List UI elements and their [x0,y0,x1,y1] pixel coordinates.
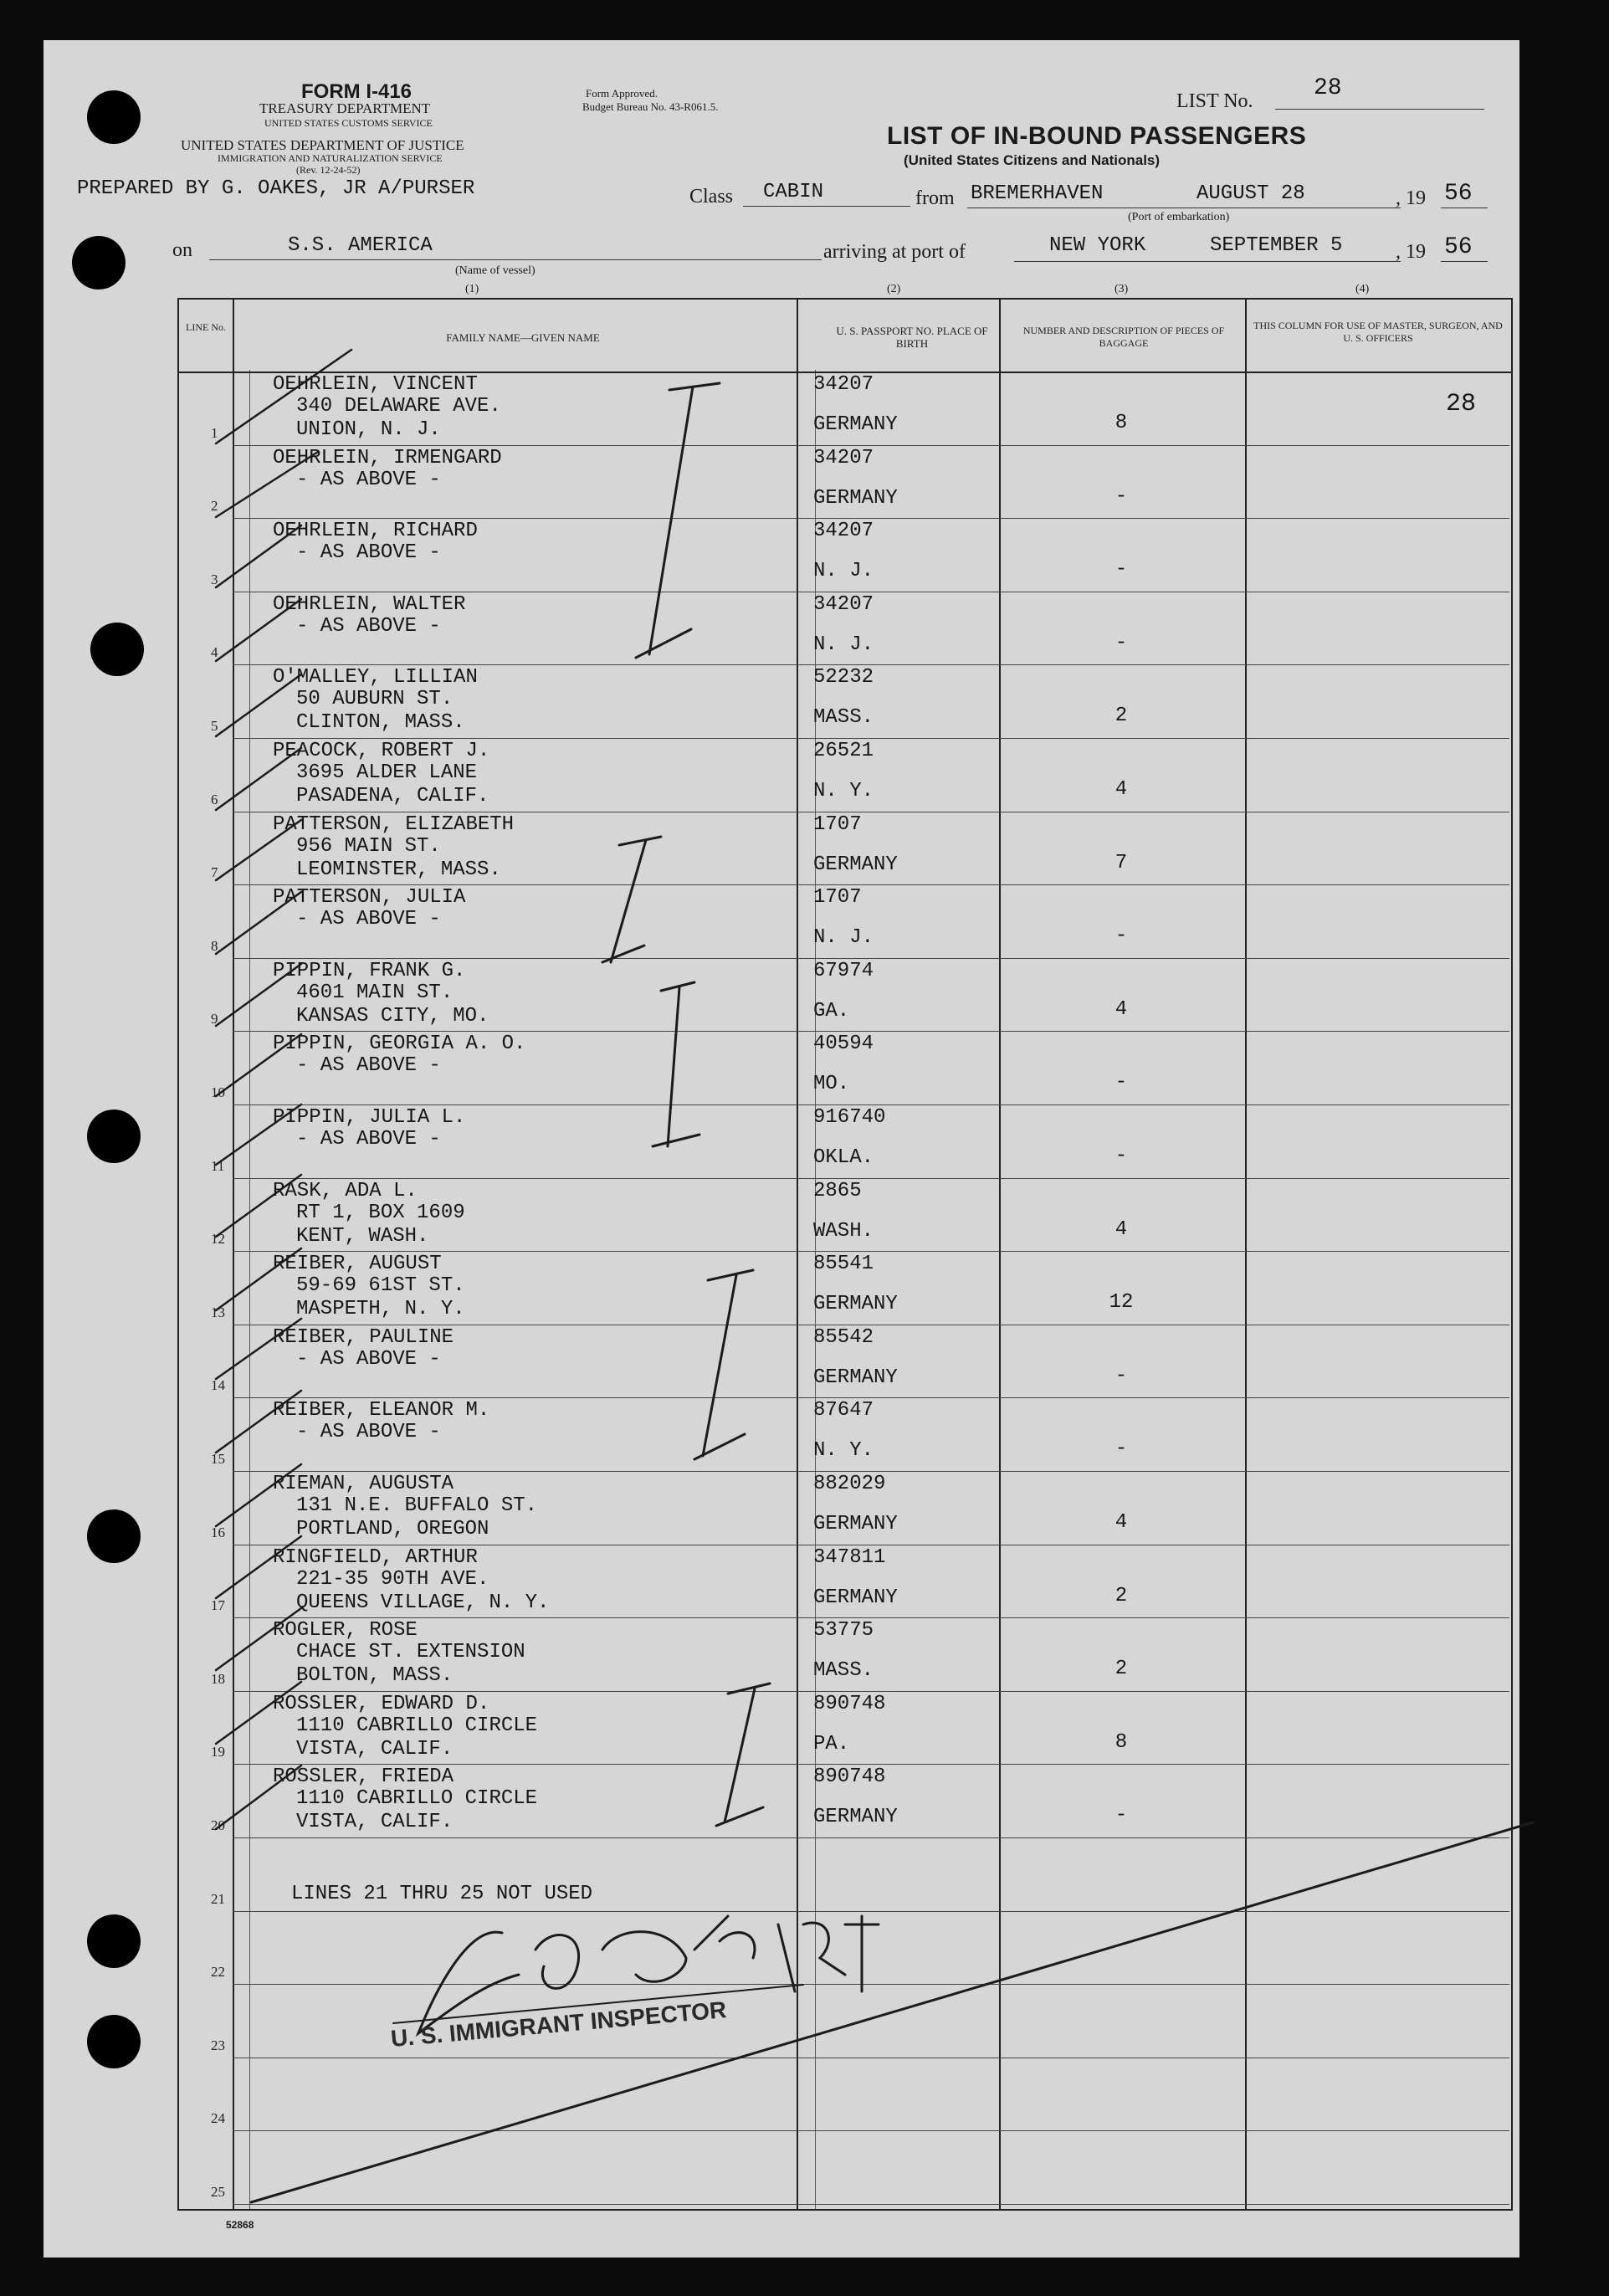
passenger-address-2: LEOMINSTER, MASS. [296,858,501,881]
passenger-address-2: MASPETH, N. Y. [296,1298,465,1321]
passenger-address-2: VISTA, CALIF. [296,1811,453,1834]
customs-label: UNITED STATES CUSTOMS SERVICE [264,117,433,129]
line-number: 10 [211,1084,225,1100]
place-of-birth: GERMANY [813,853,898,876]
passport-number: 890748 [813,1766,886,1789]
passport-number: 87647 [813,1399,874,1422]
passenger-address-1: RT 1, BOX 1609 [296,1201,465,1224]
row-separator [233,2130,1509,2131]
col-num-1: (1) [465,283,479,295]
place-of-birth: MASS. [813,706,874,730]
passenger-address-1: 221-35 90TH AVE. [296,1567,489,1591]
binder-hole-2 [72,236,126,290]
col-num-3: (3) [1115,283,1129,295]
passenger-address-1: - AS ABOVE - [296,908,441,931]
line-number: 12 [211,1231,225,1248]
baggage-count: - [1115,631,1128,654]
form-approved: Form Approved. [586,87,658,100]
place-of-birth: MO. [813,1073,850,1096]
passport-number: 2865 [813,1179,862,1202]
passenger-address-1: - AS ABOVE - [296,1128,441,1151]
arrival-date: SEPTEMBER 5 [1210,234,1343,257]
passenger-address-1: - AS ABOVE - [296,614,441,638]
stamp-text: U. S. IMMIGRANT INSPECTOR [389,1996,728,2052]
baggage-count: 12 [1109,1291,1134,1315]
budget-bureau: Budget Bureau No. 43-R061.5. [582,100,719,113]
baggage-count: 7 [1115,851,1128,874]
passenger-address-2: UNION, N. J. [296,418,441,441]
place-of-birth: N. Y. [813,780,874,802]
place-of-birth: N. J. [813,633,874,656]
passenger-name: RIEMAN, AUGUSTA [273,1473,454,1495]
arrival-year: 56 [1444,234,1473,260]
col-header-passport: U. S. PASSPORT NO. PLACE OF BIRTH [836,325,988,350]
place-of-birth: WASH. [813,1219,874,1243]
place-of-birth: GERMANY [813,486,898,510]
line-number: 9 [211,1011,218,1028]
form-number: FORM I-416 [301,80,412,103]
col-header-name: FAMILY NAME—GIVEN NAME [446,331,600,344]
passenger-address-1: - AS ABOVE - [296,1054,441,1078]
from-label: from [915,187,955,209]
form-subtitle: (United States Citizens and Nationals) [904,152,1161,168]
line-number: 25 [211,2184,225,2200]
col-header-officers: THIS COLUMN FOR USE OF MASTER, SURGEON, AND U. S. OFFICERS [1253,320,1503,344]
vessel-name: S.S. AMERICA [288,234,433,257]
passenger-address-2: BOLTON, MASS. [296,1664,453,1688]
passport-number: 1707 [813,886,862,910]
passenger-address-2: KENT, WASH. [296,1224,429,1248]
baggage-count: 8 [1115,1730,1128,1754]
baggage-count: - [1115,925,1128,948]
passport-number: 85541 [813,1253,874,1276]
row-separator [233,518,1509,519]
row-separator [233,958,1509,959]
baggage-count: - [1115,1438,1128,1461]
baggage-count: 2 [1115,705,1128,728]
row-separator [233,1104,1509,1105]
place-of-birth: GERMANY [813,413,898,436]
passenger-address-1: 340 DELAWARE AVE. [296,395,501,418]
passenger-address-2: KANSAS CITY, MO. [296,1004,489,1028]
place-of-birth: GERMANY [813,1586,898,1609]
baggage-count: - [1115,484,1128,508]
col-header-line-no: LINE No. [186,321,226,333]
class-label: Class [689,186,734,208]
passenger-address-1: 956 MAIN ST. [296,834,441,858]
arriving-label: arriving at port of [823,241,966,263]
passenger-name: PATTERSON, ELIZABETH [273,812,515,836]
from-port: BREMERHAVEN [971,182,1104,205]
passenger-address-1: 3695 ALDER LANE [296,761,478,784]
passenger-address-1: - AS ABOVE - [296,1421,441,1444]
passenger-address-1: 59-69 61ST ST. [296,1274,465,1298]
form-title: LIST OF IN-BOUND PASSENGERS [887,122,1307,150]
line-number: 2 [211,498,218,515]
row-separator [233,1691,1509,1692]
line-number: 18 [211,1670,225,1687]
rev-label: (Rev. 12-24-52) [296,164,361,176]
place-of-birth: GERMANY [813,1806,898,1829]
col-num-4: (4) [1355,283,1370,295]
passport-number: 26521 [813,740,874,762]
passenger-address-1: - AS ABOVE - [296,468,441,491]
justice-label: UNITED STATES DEPARTMENT OF JUSTICE [181,137,464,153]
passport-number: 40594 [813,1033,874,1056]
row-separator [233,1178,1509,1179]
passport-number: 53775 [813,1619,874,1643]
passenger-address-1: CHACE ST. EXTENSION [296,1641,525,1664]
baggage-count: 4 [1115,778,1128,801]
list-no-value: 28 [1314,75,1342,101]
binder-hole-7 [87,2015,141,2068]
line-number: 22 [211,1964,225,1981]
from-date: AUGUST 28 [1197,182,1305,205]
binder-hole-1 [87,90,141,144]
line-number: 15 [211,1451,225,1467]
line-number: 1 [211,424,218,441]
passport-number: 34207 [813,373,874,396]
col-header-baggage: NUMBER AND DESCRIPTION OF PIECES OF BAGGAGE [1022,325,1225,349]
passenger-name: PATTERSON, JULIA [273,886,466,910]
baggage-count: 2 [1115,1584,1128,1607]
passenger-name: O'MALLEY, LILLIAN [273,666,478,689]
from-year: 56 [1444,181,1473,207]
passenger-name: REIBER, PAULINE [273,1325,454,1349]
passenger-address-1: - AS ABOVE - [296,541,441,565]
row-separator [233,1911,1509,1912]
officer-note: 28 [1446,390,1477,418]
line-number: 5 [211,718,218,734]
on-label: on [172,239,192,261]
row-separator [233,1984,1509,1985]
line-number: 7 [211,864,218,881]
place-of-birth: GA. [813,999,850,1022]
passport-number: 882029 [813,1473,886,1495]
passenger-name: PEACOCK, ROBERT J. [273,740,490,762]
list-no-label: LIST No. [1176,90,1253,112]
line-number: 14 [211,1377,225,1394]
passenger-address-1: 50 AUBURN ST. [296,688,453,711]
line-number: 17 [211,1597,225,1614]
passport-number: 1707 [813,812,862,836]
baggage-count: 2 [1115,1658,1128,1681]
col-num-2: (2) [887,283,901,295]
passport-number: 85542 [813,1325,874,1349]
passenger-name: OEHRLEIN, IRMENGARD [273,446,502,469]
line-number: 24 [211,2110,225,2127]
binder-hole-6 [87,1914,141,1968]
place-of-birth: N. J. [813,560,874,583]
arrival-port: NEW YORK [1049,234,1146,257]
baggage-count: - [1115,558,1128,582]
passenger-name: RASK, ADA L. [273,1179,418,1202]
passenger-name: REIBER, ELEANOR M. [273,1399,490,1422]
row-separator [233,1251,1509,1252]
passenger-address-2: VISTA, CALIF. [296,1737,453,1760]
passport-number: 347811 [813,1545,886,1569]
line-number: 13 [211,1304,225,1320]
baggage-count: - [1115,1145,1128,1167]
line-number: 11 [211,1157,225,1174]
passport-number: 34207 [813,446,874,469]
footer-code: 52868 [226,2219,254,2231]
row-separator [233,1764,1509,1765]
passenger-name: PIPPIN, FRANK G. [273,959,466,982]
line-number: 20 [211,1817,225,1833]
passenger-address-1: - AS ABOVE - [296,1347,441,1371]
ins-label: IMMIGRATION AND NATURALIZATION SERVICE [218,152,443,164]
from-year-prefix: , 19 [1396,187,1426,209]
baggage-count: 4 [1115,997,1128,1021]
line-number: 3 [211,571,218,587]
line-number: 8 [211,937,218,954]
passenger-address-1: 131 N.E. BUFFALO ST. [296,1494,538,1517]
passport-number: 67974 [813,959,874,982]
passenger-name: REIBER, AUGUST [273,1253,442,1276]
row-separator [233,884,1509,885]
arrival-year-prefix: , 19 [1396,241,1426,263]
row-separator [233,1031,1509,1032]
place-of-birth: PA. [813,1732,850,1755]
row-separator [233,1617,1509,1618]
passport-number: 34207 [813,520,874,543]
row-separator [233,664,1509,665]
passenger-address-2: PASADENA, CALIF. [296,785,489,807]
passenger-address-2: QUEENS VILLAGE, N. Y. [296,1591,550,1614]
passport-number: 916740 [813,1106,886,1129]
baggage-count: 4 [1115,1217,1128,1241]
passenger-name: PIPPIN, GEORGIA A. O. [273,1033,526,1056]
passenger-name: OEHRLEIN, VINCENT [273,373,478,396]
baggage-count: - [1115,1364,1128,1387]
passenger-name: OEHRLEIN, RICHARD [273,520,478,543]
passenger-name: OEHRLEIN, WALTER [273,592,466,616]
line-number: 6 [211,791,218,807]
row-separator [233,738,1509,739]
row-separator [233,445,1509,446]
treasury-label: TREASURY DEPARTMENT [259,100,431,116]
not-used-note: LINES 21 THRU 25 NOT USED [291,1883,593,1905]
row-separator [233,1397,1509,1398]
passport-number: 34207 [813,592,874,616]
passenger-address-1: 4601 MAIN ST. [296,981,453,1004]
line-number: 16 [211,1524,225,1540]
line-number: 4 [211,644,218,661]
baggage-count: 8 [1115,412,1128,434]
place-of-birth: N. J. [813,926,874,950]
row-separator [233,1837,1509,1838]
place-of-birth: GERMANY [813,1366,898,1389]
port-embark-caption: (Port of embarkation) [1128,211,1230,223]
passport-number: 890748 [813,1692,886,1715]
row-separator [233,1471,1509,1472]
place-of-birth: GERMANY [813,1293,898,1316]
line-number: 23 [211,2037,225,2053]
binder-hole-4 [87,1110,141,1163]
class-value: CABIN [763,181,824,203]
row-separator [233,2204,1509,2205]
baggage-count: - [1115,1804,1128,1827]
prepared-by: PREPARED BY G. OAKES, JR A/PURSER [77,177,475,200]
passenger-name: ROSSLER, EDWARD D. [273,1692,490,1715]
passenger-name: ROSSLER, FRIEDA [273,1766,454,1789]
line-number: 19 [211,1744,225,1760]
passenger-name: RINGFIELD, ARTHUR [273,1545,478,1569]
place-of-birth: N. Y. [813,1439,874,1463]
line-number: 21 [211,1890,225,1907]
place-of-birth: OKLA. [813,1146,874,1169]
passport-number: 52232 [813,666,874,689]
place-of-birth: MASS. [813,1659,874,1683]
passenger-address-1: 1110 CABRILLO CIRCLE [296,1714,538,1737]
vessel-caption: (Name of vessel) [455,264,535,277]
baggage-count: 4 [1115,1511,1128,1534]
place-of-birth: GERMANY [813,1513,898,1535]
baggage-count: - [1115,1071,1128,1094]
passenger-address-2: CLINTON, MASS. [296,711,465,735]
binder-hole-5 [87,1509,141,1563]
passenger-name: ROGLER, ROSE [273,1619,418,1643]
passenger-address-2: PORTLAND, OREGON [296,1518,489,1540]
binder-hole-3 [90,623,144,676]
passenger-name: PIPPIN, JULIA L. [273,1106,466,1129]
passenger-address-1: 1110 CABRILLO CIRCLE [296,1787,538,1811]
